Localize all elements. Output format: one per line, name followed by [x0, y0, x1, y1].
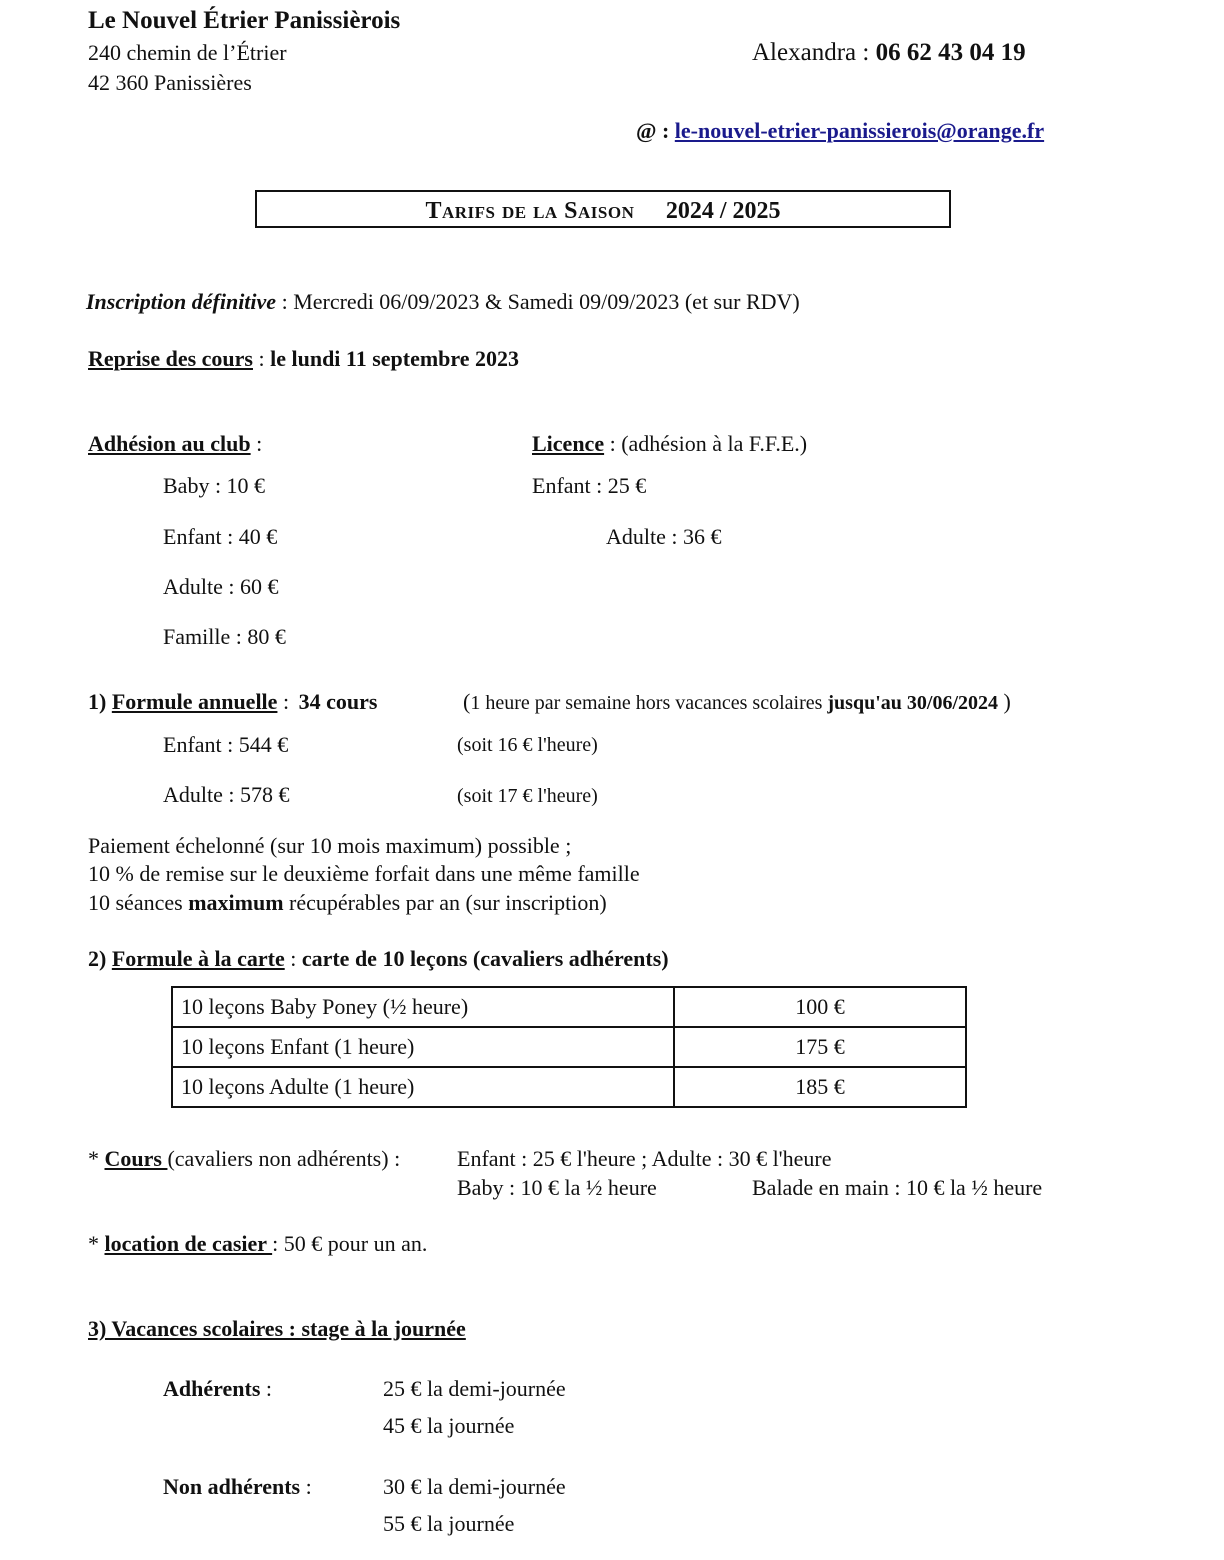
email-link[interactable]: le-nouvel-etrier-panissierois@orange.fr: [674, 118, 1045, 143]
vacances-full-day: 55 € la journée: [383, 1511, 515, 1536]
casier-value: : 50 € pour un an.: [272, 1231, 428, 1256]
formule1-num: 1): [88, 689, 112, 714]
formule1-item-note: (soit 16 € l'heure): [457, 734, 598, 756]
formule2-sep: :: [284, 946, 302, 971]
address-line-2: 42 360 Panissières: [88, 70, 252, 95]
formule1-note-text: 1 heure par semaine hors vacances scolaires: [470, 692, 828, 714]
info-line-3-c: récupérables par an (sur inscription): [283, 890, 607, 915]
reprise-label: Reprise des cours: [88, 346, 253, 371]
cours-heading: [88, 1148, 400, 1170]
vacances-group-name: Adhérents: [163, 1376, 261, 1401]
adhesion-item: [163, 576, 279, 598]
formule1-note-bold: jusqu'au 30/06/2024: [827, 692, 998, 714]
licence-item-label: Enfant : 25 €: [532, 473, 647, 498]
licence-item: [606, 526, 722, 548]
licence-sep: : (adhésion à la F.F.E.): [604, 431, 808, 456]
adhesion-item-label: Famille : 80 €: [163, 624, 286, 649]
info-line-3: [88, 892, 607, 914]
table-cell-price: 175 €: [674, 1027, 966, 1067]
vacances-group-label: [163, 1476, 312, 1498]
formule1-sep: :: [277, 689, 295, 714]
reprise-sep: :: [252, 346, 271, 371]
table-cell-label: 10 leçons Adulte (1 heure): [172, 1067, 674, 1107]
table-cell-price: 185 €: [674, 1067, 966, 1107]
cours-sep: (cavaliers non adhérents) :: [167, 1146, 401, 1171]
contact: [752, 40, 1026, 65]
phone-number: 06 62 43 04 19: [875, 39, 1026, 66]
vacances-full-day: 45 € la journée: [383, 1413, 515, 1438]
inscription-label: Inscription définitive: [86, 289, 277, 314]
vacances-half-day: 25 € la demi-journée: [383, 1376, 566, 1401]
licence-item: [532, 475, 646, 497]
casier-star: *: [88, 1231, 105, 1256]
reprise-value: le lundi 11 septembre 2023: [270, 346, 520, 371]
vacances-heading: 3) Vacances scolaires : stage à la journée: [88, 1316, 466, 1341]
cours-line-2a: Baby : 10 € la ½ heure: [457, 1175, 657, 1200]
formule1-item-label: Enfant : 544 €: [163, 732, 289, 757]
vacances-half-day: 30 € la demi-journée: [383, 1474, 566, 1499]
formule1-count: 34 cours: [298, 689, 378, 714]
licence-heading: [532, 433, 807, 455]
inscription-line: [86, 291, 800, 313]
vacances-group-label: [163, 1378, 272, 1400]
formule1-item-label: Adulte : 578 €: [163, 782, 290, 807]
adhesion-item: [163, 526, 277, 548]
formule1-heading: [88, 691, 377, 713]
formule1-item-note: (soit 17 € l'heure): [457, 785, 598, 807]
info-line-3-a: 10 séances: [88, 890, 189, 915]
address-line-1: 240 chemin de l’Étrier: [88, 40, 287, 65]
adhesion-item-label: Baby : 10 €: [163, 473, 266, 498]
adhesion-item-label: Enfant : 40 €: [163, 524, 278, 549]
email-line: [636, 120, 1044, 142]
licence-label: Licence: [532, 431, 605, 456]
casier-line: [88, 1233, 427, 1255]
email-prefix: @ :: [636, 118, 675, 143]
adhesion-label: Adhésion au club: [88, 431, 251, 456]
season-title-box: [255, 190, 951, 228]
formule2-num: 2): [88, 946, 112, 971]
title-label: Tarifs de la Saison: [425, 198, 635, 224]
formule2-heading: [88, 948, 669, 970]
formule1-item: [163, 734, 288, 756]
casier-label: location de casier: [104, 1231, 273, 1256]
info-line-1: Paiement échelonné (sur 10 mois maximum) possible ;: [88, 833, 572, 858]
info-line-3-b: maximum: [188, 890, 284, 915]
table-row: [172, 1027, 966, 1067]
table-cell-price: 100 €: [674, 987, 966, 1027]
formule1-note-close: ): [998, 689, 1011, 714]
licence-item-label: Adulte : 36 €: [606, 524, 722, 549]
title-season: 2024 / 2025: [665, 198, 781, 224]
cours-line-1: Enfant : 25 € l'heure ; Adulte : 30 € l'heure: [457, 1146, 832, 1171]
table-cell-label: 10 leçons Enfant (1 heure): [172, 1027, 674, 1067]
club-name: Le Nouvel Étrier Panissièrois: [88, 7, 401, 34]
vacances-group-sep: :: [300, 1474, 312, 1499]
vacances-group-sep: :: [260, 1376, 273, 1401]
contact-name: Alexandra :: [752, 39, 876, 66]
cours-line-2b: Balade en main : 10 € la ½ heure: [752, 1175, 1043, 1200]
formule1-note: (1 heure par semaine hors vacances scolaires jusqu'au 30/06/2024 ): [463, 689, 1011, 714]
table-row: [172, 987, 966, 1027]
formule1-item: [163, 784, 290, 806]
reprise-line: [88, 348, 519, 370]
table-row: [172, 1067, 966, 1107]
inscription-value: Mercredi 06/09/2023 & Samedi 09/09/2023 (et sur RDV): [293, 289, 800, 314]
adhesion-item: [163, 475, 265, 497]
formule1-label: Formule annuelle: [111, 689, 278, 714]
tarifs-table: [171, 986, 967, 1108]
cours-star: *: [88, 1146, 105, 1171]
adhesion-sep: :: [250, 431, 263, 456]
adhesion-heading: [88, 433, 262, 455]
table-cell-label: 10 leçons Baby Poney (½ heure): [172, 987, 674, 1027]
adhesion-item: [163, 626, 286, 648]
inscription-sep: :: [276, 289, 294, 314]
cours-label: Cours: [104, 1146, 168, 1171]
info-line-2: 10 % de remise sur le deuxième forfait dans une même famille: [88, 861, 640, 886]
formule2-label: Formule à la carte: [111, 946, 285, 971]
adhesion-item-label: Adulte : 60 €: [163, 574, 279, 599]
vacances-group-name: Non adhérents: [163, 1474, 301, 1499]
formule2-desc: carte de 10 leçons (cavaliers adhérents): [301, 946, 669, 971]
